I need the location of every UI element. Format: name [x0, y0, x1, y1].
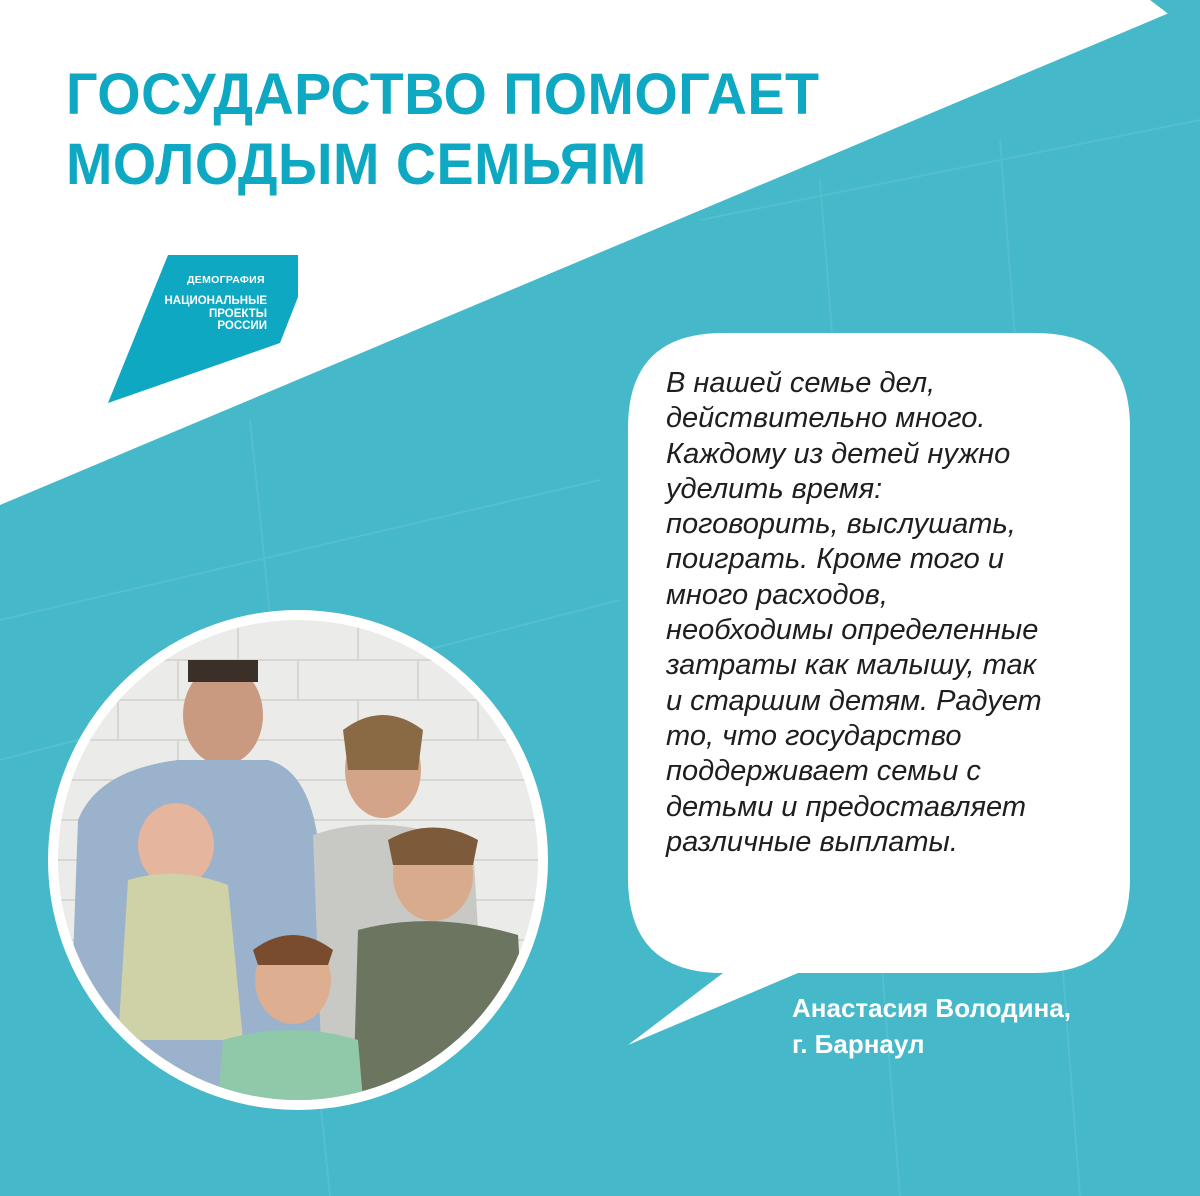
logo-national-projects-text: [163, 295, 267, 333]
logo-line: ПРОЕКТЫ: [209, 307, 267, 320]
logo-line: НАЦИОНАЛЬНЫЕ: [164, 295, 267, 307]
family-photo: [58, 620, 538, 1100]
quote-text: [666, 366, 1116, 860]
quote-line: поддерживает семьи с: [666, 755, 981, 788]
quote-line: уделить время:: [666, 472, 883, 505]
family-photo-illustration: [58, 620, 538, 1100]
quote-line: действительно много.: [666, 402, 986, 435]
title-line-2: МОЛОДЫМ СЕМЬЯМ: [66, 132, 647, 197]
quote-line: В нашей семье дел,: [666, 367, 936, 399]
quote-author: [792, 990, 1071, 1062]
quote-line: Каждому из детей нужно: [666, 437, 1011, 470]
author-name: Анастасия Володина,: [792, 993, 1072, 1023]
quote-line: детьми и предоставляет: [666, 790, 1026, 823]
quote-line: поговорить, выслушать,: [666, 508, 1016, 541]
author-city: г. Барнаул: [792, 1029, 925, 1059]
quote-line: и старшим детям. Радует: [666, 684, 1042, 717]
quote-line: необходимы определенные: [666, 614, 1039, 647]
logo-line: РОССИИ: [217, 320, 267, 332]
title-line-1: ГОСУДАРСТВО ПОМОГАЕТ: [66, 62, 820, 127]
logo-demography-label: ДЕМОГРАФИЯ: [187, 274, 265, 286]
quote-line: то, что государство: [666, 719, 962, 752]
quote-line: различные выплаты.: [666, 825, 958, 858]
quote-line: затраты как малышу, так: [666, 649, 1037, 682]
page-title: [66, 60, 820, 200]
quote-line: поиграть. Кроме того и: [666, 543, 1004, 576]
quote-line: много расходов,: [666, 578, 888, 611]
